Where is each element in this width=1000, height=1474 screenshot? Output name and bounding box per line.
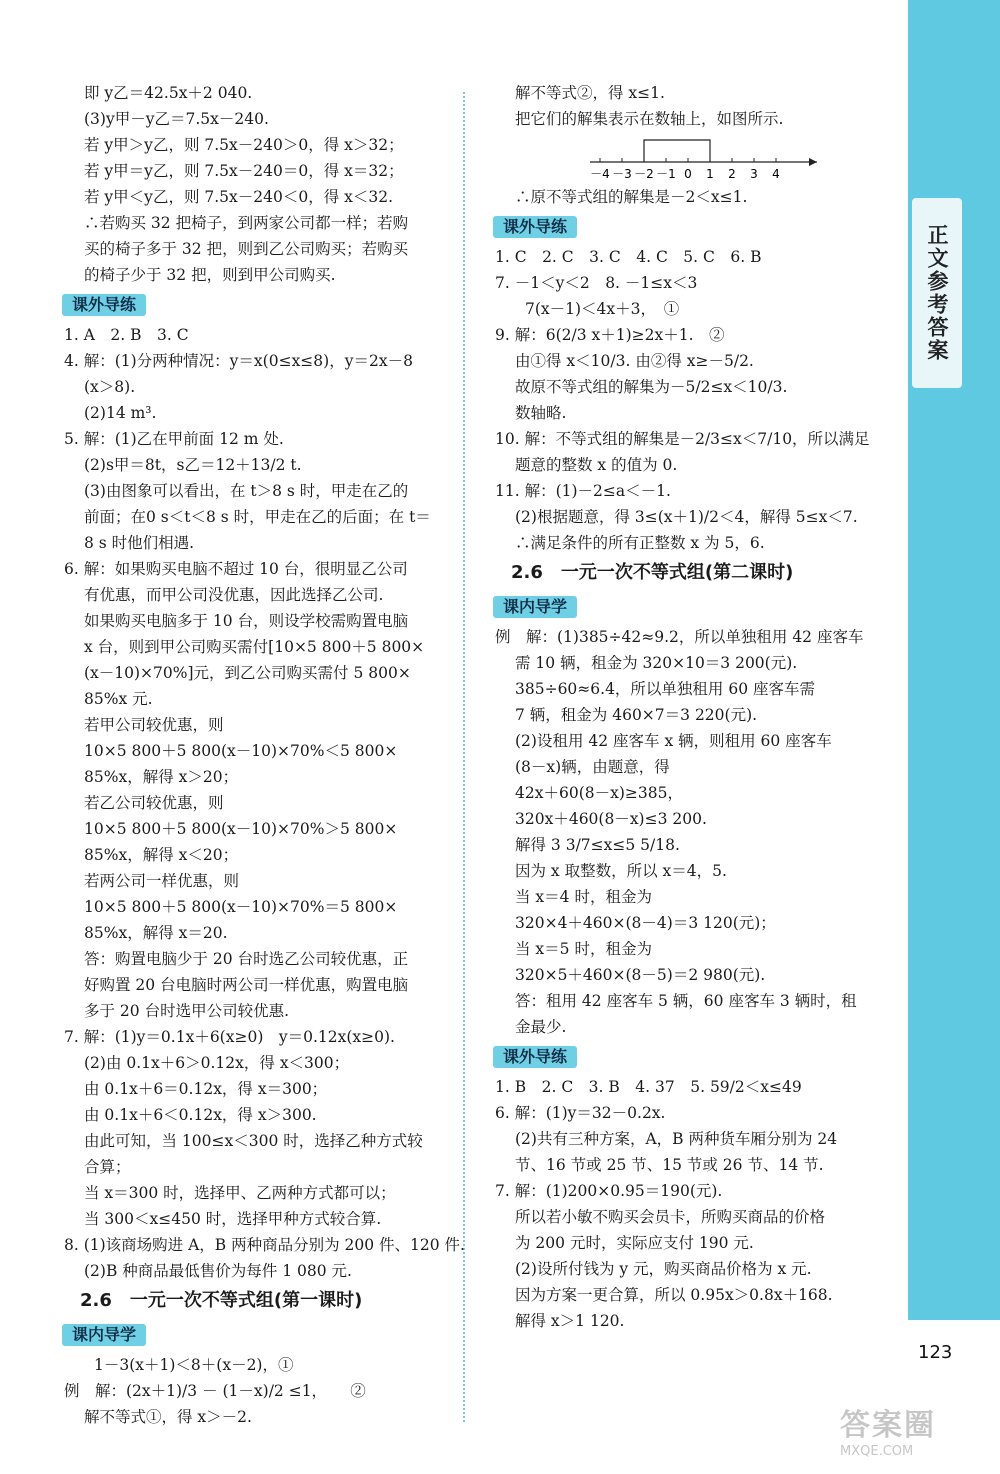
- section-heading: 2.6 一元一次不等式组(第二课时): [511, 562, 794, 583]
- text-line: 题意的整数 x 的值为 0.: [515, 456, 678, 474]
- text-line: 好购置 20 台电脑时两公司一样优惠，购置电脑: [84, 976, 409, 994]
- section-badge: 课内导学: [62, 1324, 146, 1346]
- text-line: 320x＋460(8－x)≤3 200.: [515, 810, 707, 828]
- text-line: 320×5＋460×(8－5)＝2 980(元).: [515, 966, 766, 984]
- watermark: [840, 1400, 936, 1459]
- number-line-label: －4: [590, 167, 610, 181]
- text-line: 6. 解：(1)y＝32－0.2x.: [495, 1104, 666, 1122]
- text-line: 11. 解：(1)－2≤a＜－1.: [495, 482, 671, 500]
- text-line: ∴满足条件的所有正整数 x 为 5，6.: [515, 534, 765, 552]
- text-line: 385÷60≈6.4，所以单独租用 60 座客车需: [515, 680, 816, 698]
- number-line-label: 0: [684, 167, 692, 181]
- text-line: 若 y甲＝y乙，则 7.5x－240＝0，得 x＝32；: [84, 162, 404, 180]
- text-line: 买的椅子多于 32 把，则到乙公司购买；若购买: [84, 240, 409, 258]
- text-line: 85%x，解得 x＞20；: [84, 768, 239, 786]
- text-line: 当 x＝4 时，租金为: [515, 888, 652, 906]
- text-line: 答：购置电脑少于 20 台时选乙公司较优惠，正: [84, 950, 409, 968]
- text-line: (x－10)×70%]元，到乙公司购买需付 5 800×: [84, 664, 411, 682]
- text-line: 解不等式②，得 x≤1.: [515, 84, 665, 102]
- text-line: 所以若小敏不购买会员卡，所购买商品的价格: [515, 1208, 826, 1226]
- text-line: 若 y甲＜y乙，则 7.5x－240＜0，得 x＜32.: [84, 188, 394, 206]
- text-line: 42x＋60(8－x)≥385，: [515, 784, 683, 802]
- text-line: ∴若购买 32 把椅子，到两家公司都一样；若购: [84, 214, 409, 232]
- text-line: x 台，则到甲公司购买需付[10×5 800＋5 800×: [84, 638, 425, 656]
- text-line: 由此可知，当 100≤x＜300 时，选择乙种方式较: [84, 1132, 423, 1150]
- number-line-label: －2: [634, 167, 654, 181]
- number-line-label: 3: [750, 167, 758, 181]
- text-line: 若两公司一样优惠，则: [84, 872, 240, 890]
- text-line: 金最少.: [515, 1018, 567, 1036]
- text-line: 若乙公司较优惠，则: [84, 794, 224, 812]
- text-line: 10×5 800＋5 800(x－10)×70%＞5 800×: [84, 820, 398, 838]
- text-line: (2)设所付钱为 y 元，购买商品价格为 x 元.: [515, 1260, 812, 1278]
- watermark-logo: 答案圈: [840, 1408, 936, 1443]
- text-line: 1. C 2. C 3. C 4. C 5. C 6. B: [495, 248, 762, 266]
- text-line: 1. A 2. B 3. C: [64, 326, 189, 344]
- text-line: 1－3(x＋1)＜8＋(x－2)，①: [94, 1356, 294, 1374]
- text-line: 7. 解：(1)y＝0.1x＋6(x≥0) y＝0.12x(x≥0).: [64, 1028, 395, 1046]
- text-line: 5. 解：(1)乙在甲前面 12 m 处.: [64, 430, 284, 448]
- text-line: (2)B 种商品最低售价为每件 1 080 元.: [84, 1262, 352, 1280]
- text-line: 前面；在0 s＜t＜8 s 时，甲走在乙的后面；在 t＝: [84, 508, 431, 526]
- text-line: 数轴略.: [515, 404, 567, 422]
- text-line: 需 10 辆，租金为 320×10＝3 200(元).: [515, 654, 798, 672]
- left-column: [64, 80, 465, 1430]
- text-line: 即 y乙＝42.5x＋2 040.: [84, 84, 253, 102]
- number-line-figure: [495, 132, 890, 184]
- text-line: (2)14 m³.: [84, 404, 157, 422]
- text-line: ∴原不等式组的解集是－2＜x≤1.: [515, 188, 748, 206]
- text-line: 7(x－1)＜4x＋3， ①: [525, 300, 680, 318]
- text-line: 7 辆，租金为 460×7＝3 220(元).: [515, 706, 758, 724]
- text-line: 320×4＋460×(8－4)＝3 120(元)；: [515, 914, 776, 932]
- page-number: 123: [918, 1342, 953, 1363]
- text-line: 合算；: [84, 1158, 131, 1176]
- right-column: [495, 80, 890, 1334]
- section-heading: 2.6 一元一次不等式组(第一课时): [80, 1290, 363, 1311]
- number-line-arrow: [809, 158, 817, 166]
- text-line: 解得 3 3/7≤x≤5 5/18.: [515, 836, 680, 854]
- text-line: (3)y甲－y乙＝7.5x－240.: [84, 110, 269, 128]
- section-tab: 正文参考答案: [912, 198, 962, 388]
- section-badge: 课外导练: [62, 294, 146, 316]
- watermark-url: MXQE.COM: [840, 1444, 914, 1459]
- text-line: 若甲公司较优惠，则: [84, 716, 224, 734]
- number-line-label: －3: [612, 167, 632, 181]
- text-line: 解不等式①，得 x＞－2.: [84, 1408, 252, 1426]
- text-line: 当 300＜x≤450 时，选择甲种方式较合算.: [84, 1210, 382, 1228]
- text-line: (x＞8).: [84, 378, 136, 396]
- text-line: (2)s甲＝8t，s乙＝12＋13/2 t.: [84, 456, 302, 474]
- solution-bracket: [644, 140, 710, 162]
- text-line: 85%x，解得 x＝20.: [84, 924, 228, 942]
- text-line: 10. 解：不等式组的解集是－2/3≤x＜7/10，所以满足: [495, 430, 870, 448]
- text-line: 若 y甲＞y乙，则 7.5x－240＞0，得 x＞32；: [84, 136, 404, 154]
- column-divider: [463, 92, 465, 1422]
- text-line: 答：租用 42 座客车 5 辆，60 座客车 3 辆时，租: [515, 992, 857, 1010]
- text-line: 解得 x＞1 120.: [515, 1312, 625, 1330]
- text-line: 例 解：(1)385÷42≈9.2，所以单独租用 42 座客车: [495, 628, 864, 646]
- text-line: (2)根据题意，得 3≤(x＋1)/2＜4，解得 5≤x＜7.: [515, 508, 858, 526]
- text-line: 的椅子少于 32 把，则到甲公司购买.: [84, 266, 336, 284]
- text-line: 为 200 元时，实际应支付 190 元.: [515, 1234, 754, 1252]
- number-line-label: 2: [728, 167, 736, 181]
- text-line: 当 x＝300 时，选择甲、乙两种方式都可以；: [84, 1184, 396, 1202]
- text-line: 有优惠，而甲公司没优惠，因此选择乙公司.: [84, 586, 384, 604]
- text-line: 7. 解：(1)200×0.95＝190(元).: [495, 1182, 723, 1200]
- section-badge: 课外导练: [493, 216, 577, 238]
- text-line: 由 0.1x＋6＝0.12x，得 x＝300；: [84, 1080, 328, 1098]
- text-line: (3)由图象可以看出，在 t＞8 s 时，甲走在乙的: [84, 482, 409, 500]
- text-line: 8 s 时他们相遇.: [84, 534, 195, 552]
- text-line: 1. B 2. C 3. B 4. 37 5. 59/2＜x≤49: [495, 1078, 802, 1096]
- text-line: 8. (1)该商场购进 A，B 两种商品分别为 200 件、120 件.: [64, 1236, 465, 1254]
- text-line: 6. 解：如果购买电脑不超过 10 台，很明显乙公司: [64, 560, 408, 578]
- text-line: 由①得 x＜10/3. 由②得 x≥－5/2.: [515, 352, 754, 370]
- text-line: (2)共有三种方案，A，B 两种货车厢分别为 24: [515, 1130, 838, 1148]
- text-line: 多于 20 台时选甲公司较优惠.: [84, 1002, 290, 1020]
- number-line-label: 1: [706, 167, 714, 181]
- text-line: 由 0.1x＋6＜0.12x，得 x＞300.: [84, 1106, 317, 1124]
- text-line: 85%x 元.: [84, 690, 153, 708]
- text-line: 9. 解：6(2/3 x＋1)≥2x＋1. ②: [495, 326, 725, 344]
- text-line: 故原不等式组的解集为－5/2≤x＜10/3.: [515, 378, 788, 396]
- text-line: 10×5 800＋5 800(x－10)×70%＝5 800×: [84, 898, 398, 916]
- text-line: 如果购买电脑多于 10 台，则设学校需购置电脑: [84, 612, 409, 630]
- number-line-label: －1: [656, 167, 676, 181]
- text-line: 因为 x 取整数，所以 x＝4，5.: [515, 862, 727, 880]
- text-line: 把它们的解集表示在数轴上，如图所示.: [515, 110, 784, 128]
- text-line: 7. －1＜y＜2 8. －1≤x＜3: [495, 274, 698, 292]
- text-line: 节、16 节或 25 节、15 节或 26 节、14 节.: [515, 1156, 824, 1174]
- section-badge: 课外导练: [493, 1046, 577, 1068]
- text-line: 因为方案一更合算，所以 0.95x＞0.8x＋168.: [515, 1286, 833, 1304]
- text-line: 10×5 800＋5 800(x－10)×70%＜5 800×: [84, 742, 398, 760]
- text-line: 当 x＝5 时，租金为: [515, 940, 652, 958]
- text-line: (2)设租用 42 座客车 x 辆，则租用 60 座客车: [515, 732, 832, 750]
- text-line: 85%x，解得 x＜20；: [84, 846, 239, 864]
- text-line: 4. 解：(1)分两种情况：y＝x(0≤x≤8)，y＝2x－8: [64, 352, 413, 370]
- text-line: (8－x)辆，由题意，得: [515, 758, 670, 776]
- section-badge: 课内导学: [493, 596, 577, 618]
- text-line: (2)由 0.1x＋6＞0.12x，得 x＜300；: [84, 1054, 350, 1072]
- text-line: 例 解：(2x＋1)/3 － (1－x)/2 ≤1， ②: [64, 1382, 366, 1400]
- number-line-label: 4: [772, 167, 780, 181]
